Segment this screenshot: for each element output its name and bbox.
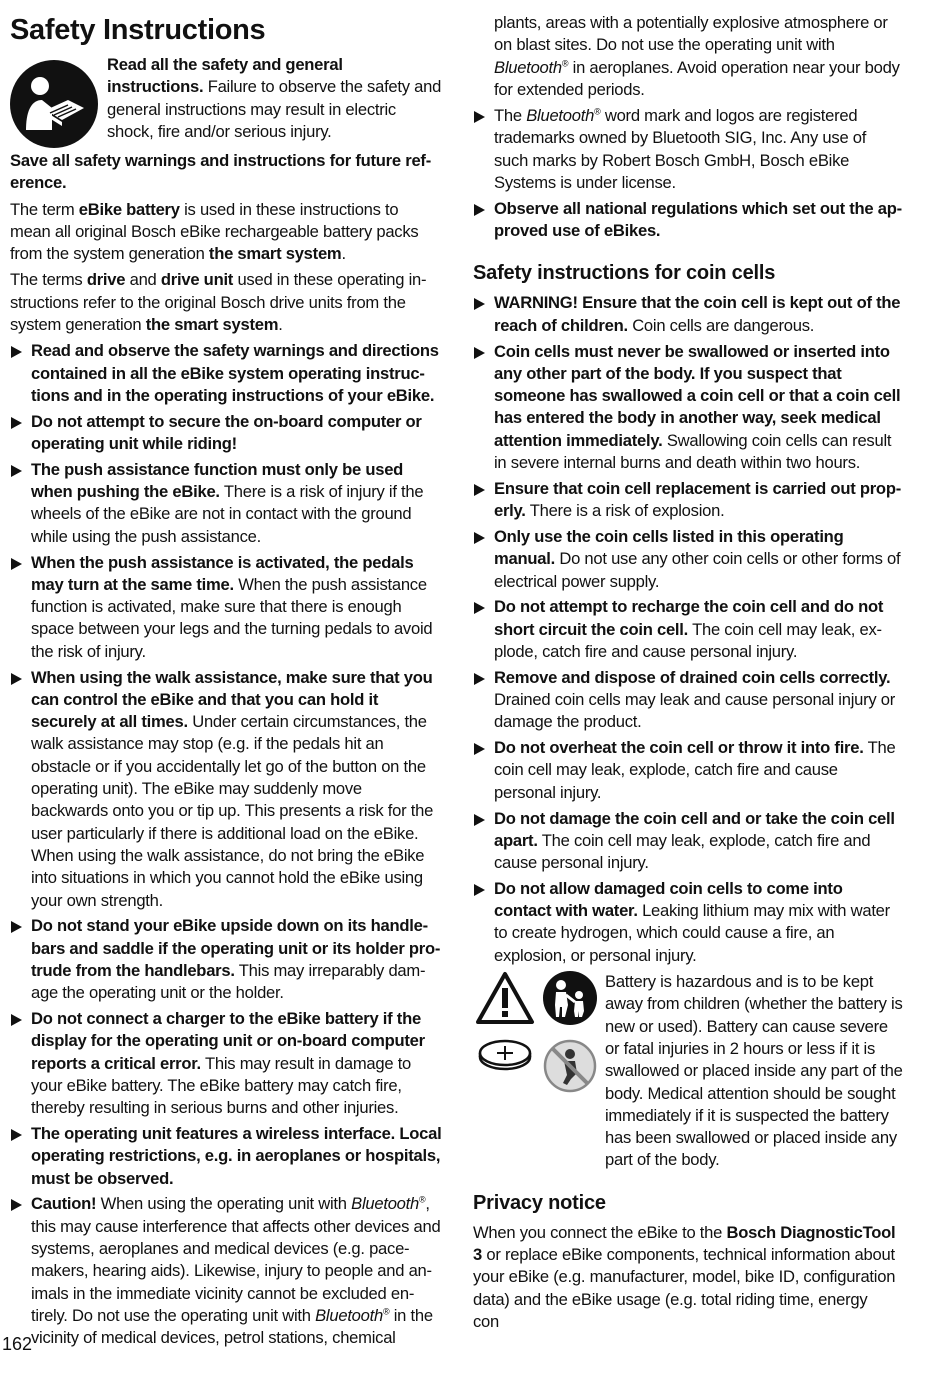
- battery-warning-block: [473, 971, 903, 1172]
- intro-text: [107, 52, 442, 143]
- bullet-arrow-icon: [474, 884, 485, 896]
- bullet-text: Drained coin cells may leak and cause personal injury or damage the product.: [494, 690, 896, 732]
- trademark-item: The Bluetooth® word mark and logos are registered trademarks owned by Bluetooth SIG, Inc. Any use of such marks by Robert Bosch GmbH, Bosch eBike Systems is under license.: [473, 105, 903, 194]
- bullet-item: [473, 878, 903, 967]
- bullet-text: Under certain circumstances, the walk assistance may stop (e.g. if the pedals hit an obstacle or if you accidentally let go of the button on the operating unit). The eBike may suddenly move backwards onto you or tip up. This presents a risk for the user particularly if there is additional load on the eBike. When using the walk assistance, do not bring the eBike into situations in which you cannot hold the eBike using your own strength.: [31, 712, 434, 910]
- bullet-text: Swallowing coin cells can result in severe internal burns and death within two hours.: [494, 430, 892, 473]
- bullet-arrow-icon: [474, 814, 485, 826]
- bullet-item: [473, 526, 903, 593]
- bullet-text: The coin cell may leak, explode, catch fire and cause personal injury.: [494, 738, 896, 802]
- coin-cell-heading: Safety instructions for coin cells: [473, 262, 776, 285]
- bullet-arrow-icon: [474, 298, 485, 310]
- page-title: Safety Instructions: [10, 14, 266, 46]
- bullet-arrow-icon: [474, 204, 485, 216]
- bullet-arrow-icon: [11, 1129, 22, 1141]
- bullet-text: The coin cell may leak, explode, catch fire and cause personal injury.: [494, 830, 871, 873]
- bullet-arrow-icon: [474, 347, 485, 359]
- bullet-item: [10, 667, 442, 912]
- caution-item: Caution! When using the operating unit with Bluetooth®, this may cause interference that affects other devices and systems, aeroplanes and medical devices (e.g. pacemakers, hearing aids). Likewise, injury to people and animals in the immediate vicinity cannot be excluded entirely. Do not use the operating unit with Bluetooth® in the vicinity of medical devices, petrol stations, chemical: [10, 1193, 442, 1349]
- bullet-bold-text: Do not damage the coin cell and or take the coin cell apart.: [494, 808, 895, 850]
- coin-bullet-list: [473, 292, 903, 967]
- bullet-bold-text: Coin cells must never be swallowed or inserted into any other part of the body. If you suspect that someone has swallowed a coin cell or that a coin cell has entered the body in another way, seek medical attention immediately.: [494, 341, 901, 450]
- bullet-text: When the push assistance function is activated, make sure that there is enough space between your legs and the turning pedals to avoid the risk of injury.: [31, 574, 433, 661]
- privacy-text: When you connect the eBike to the Bosch DiagnosticTool 3 or replace eBike components, technical information about your eBike (e.g. manufacturer, model, bike ID, configuration data) and the eBike usage (e.g. total riding time, energy con: [473, 1222, 896, 1331]
- bullet-arrow-icon: [11, 558, 22, 570]
- bullet-arrow-icon: [11, 1199, 22, 1211]
- bullet-item: [10, 1123, 442, 1190]
- warning-triangle-icon: [475, 971, 535, 1025]
- regulations-item: Observe all national regulations which set out the approved use of eBikes.: [473, 198, 903, 243]
- caution-continued: plants, areas with a potentially explosive atmosphere or on blast sites. Do not use the operating unit with Bluetooth® in aeroplanes. Avoid operation near your body for extended periods.: [494, 13, 900, 99]
- bullet-arrow-icon: [11, 673, 22, 685]
- bullet-text: This may result in damage to your eBike battery. The eBike battery may catch fire, thereby resulting in serious burns and other injuries.: [31, 1053, 412, 1118]
- left-bullet-list: [10, 340, 442, 1189]
- bullet-bold-text: Do not allow damaged coin cells to come into contact with water.: [494, 878, 843, 921]
- bullet-item: [473, 292, 903, 337]
- bullet-bold-text: Only use the coin cells listed in this operating manual.: [494, 526, 844, 569]
- left-column: [10, 0, 442, 1353]
- bullet-bold-text: Do not attempt to secure the on-board computer or operating unit while riding!: [31, 411, 422, 454]
- bullet-text: Leaking lithium may mix with water to create hydrogen, which could cause a fire, an explosion, or personal injury.: [494, 901, 890, 965]
- bullet-bold-text: Do not attempt to recharge the coin cell and do not short circuit the coin cell.: [494, 597, 884, 639]
- bullet-item: [473, 478, 903, 523]
- bullet-arrow-icon: [474, 743, 485, 755]
- intro-lead: Read all the safety and general instructions.: [107, 55, 343, 97]
- bullet-arrow-icon: [11, 346, 22, 358]
- bullet-item: [473, 596, 903, 663]
- bullet-item: [473, 737, 903, 804]
- do-not-swallow-icon: [543, 1039, 597, 1093]
- bullet-arrow-icon: [474, 532, 485, 544]
- read-manual-icon: [10, 60, 98, 148]
- bullet-item: [10, 459, 442, 548]
- warning-icons: [473, 971, 605, 1151]
- term-battery: The term eBike battery is used in these instructions to mean all original Bosch eBike rechargeable battery packs from the system generation the smart system.: [10, 199, 419, 264]
- bullet-item: [10, 915, 442, 1004]
- bullet-bold-text: Do not overheat the coin cell or throw it into fire.: [494, 738, 864, 758]
- bullet-bold-text: When the push assistance is activated, the pedals may turn at the same time.: [31, 552, 414, 594]
- bullet-bold-text: When using the walk assistance, make sure that you can control the eBike and that you can hold it securely at all times.: [31, 667, 433, 732]
- bullet-arrow-icon: [11, 417, 22, 429]
- bullet-arrow-icon: [474, 111, 485, 123]
- bullet-arrow-icon: [11, 465, 22, 477]
- bullet-text: Coin cells are dangerous.: [627, 315, 815, 335]
- bullet-bold-text: The operating unit features a wireless interface. Local operating restrictions, e.g. in aeroplanes or hospitals, must be observed.: [31, 1123, 442, 1188]
- intro-block: [10, 52, 442, 148]
- bullet-bold-text: Remove and dispose of drained coin cells correctly.: [494, 667, 891, 687]
- bullet-bold-text: Ensure that coin cell replacement is carried out properly.: [494, 478, 902, 521]
- bullet-item: [473, 341, 903, 475]
- keep-away-from-children-icon: [543, 971, 597, 1025]
- bullet-text: There is a risk of injury if the wheels of the eBike are not in contact with the ground while using the push assistance.: [31, 482, 424, 546]
- bullet-item: [10, 552, 442, 663]
- bullet-arrow-icon: [474, 484, 485, 496]
- bullet-item: [473, 808, 903, 875]
- privacy-heading: Privacy notice: [473, 1191, 606, 1214]
- bullet-arrow-icon: [11, 921, 22, 933]
- bullet-item: [10, 411, 442, 456]
- bullet-text: This may irreparably damage the operating unit or the holder.: [31, 960, 426, 1003]
- save-note: Save all safety warnings and instructions for future reference.: [10, 151, 432, 193]
- right-column: [473, 0, 903, 1333]
- bullet-bold-text: Do not connect a charger to the eBike battery if the display for the operating unit or on-board computer reports a critical error.: [31, 1008, 425, 1073]
- bullet-item: [10, 340, 442, 407]
- bullet-item: [473, 667, 903, 734]
- intro-body: Failure to observe the safety and general instructions may result in electric shock, fire and/or serious injury.: [107, 77, 442, 141]
- coin-cell-icon: [477, 1039, 533, 1073]
- bullet-bold-text: WARNING! Ensure that the coin cell is kept out of the reach of children.: [494, 293, 901, 335]
- bullet-arrow-icon: [474, 602, 485, 614]
- bullet-text: Do not use any other coin cells or other forms of electrical power supply.: [494, 549, 901, 591]
- page-number: 162: [2, 1334, 33, 1354]
- bullet-arrow-icon: [11, 1014, 22, 1026]
- bullet-bold-text: The push assistance function must only be used when pushing the eBike.: [31, 459, 404, 502]
- bullet-bold-text: Do not stand your eBike upside down on its handlebars and saddle if the operating unit or its holder protrude from the handlebars.: [31, 916, 441, 980]
- bullet-item: [10, 1008, 442, 1119]
- battery-warning-text: Battery is hazardous and is to be kept away from children (whether the battery is new or used). Battery can cause severe or fatal injuries in 2 hours or less if it is swallowed or placed inside any part of the body. Medical attention should be sought immediately if it is suspected the battery has been swallowed or placed inside any part of the body.: [605, 972, 903, 1170]
- bullet-text: The coin cell may leak, explode, catch fire and cause personal injury.: [494, 619, 883, 661]
- term-drive: The terms drive and drive unit used in these operating instructions refer to the original Bosch drive units from the system generation the smart system.: [10, 270, 427, 335]
- bullet-arrow-icon: [474, 673, 485, 685]
- bullet-text: There is a risk of explosion.: [525, 501, 725, 521]
- bullet-bold-text: Read and observe the safety warnings and directions contained in all the eBike system operating instructions and in the operating instructions of your eBike.: [31, 341, 439, 405]
